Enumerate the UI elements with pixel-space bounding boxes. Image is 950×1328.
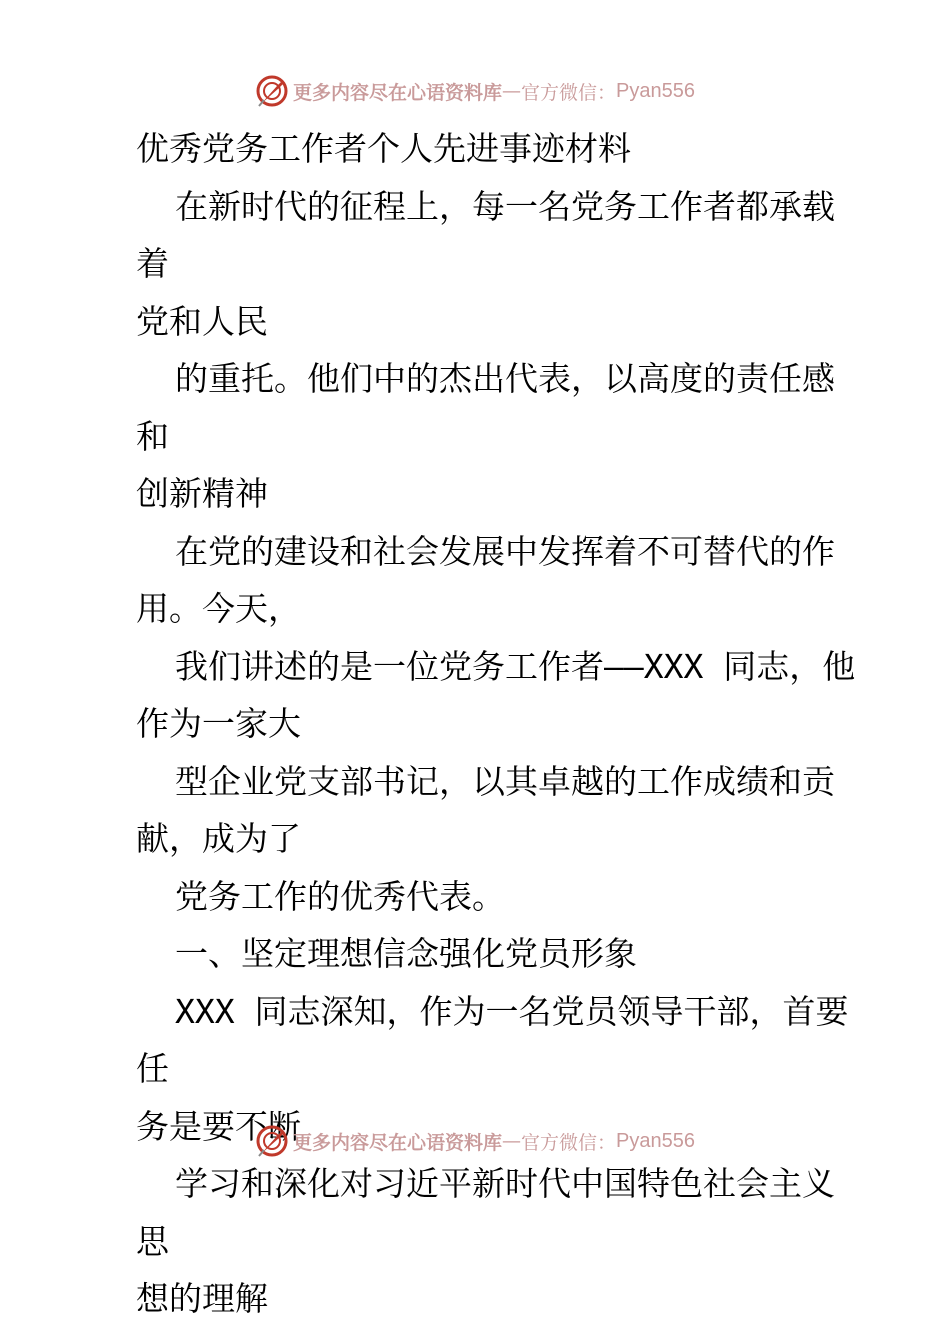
watermark-wechat-id: Pyan556 [616, 79, 695, 102]
text-line: 党务工作的优秀代表。 [175, 876, 505, 916]
text-line: 务是要不断 [136, 1106, 301, 1146]
watermark-main-text: 更多内容尽在心语资料库 [293, 81, 503, 104]
watermark-header [0, 71, 950, 111]
text-line: 我们讲述的是一位党务工作者——XXX 同志，他 [175, 646, 856, 686]
text-line: XXX 同志深知，作为一名党员领导干部，首要任 [136, 991, 849, 1088]
watermark-wechat-label: 官方微信： [521, 1131, 617, 1154]
text-line: 型企业党支部书记，以其卓越的工作成绩和贡 [175, 761, 835, 801]
text-line: 学习和深化对习近平新时代中国特色社会主义思 [136, 1164, 835, 1261]
text-line: 献，成为了 [136, 819, 301, 858]
text-line: 在新时代的征程上，每一名党务工作者都承载着 [136, 186, 835, 283]
text-line: 在党的建设和社会发展中发挥着不可替代的作 [175, 531, 835, 571]
watermark-footer [0, 1121, 950, 1161]
text-line: 党和人民 [136, 301, 268, 341]
watermark-main-text: 更多内容尽在心语资料库 [293, 1131, 503, 1154]
watermark-wechat-label: 官方微信： [521, 81, 617, 104]
watermark-wechat-id: Pyan556 [616, 1129, 695, 1152]
section-heading: 一、坚定理想信念强化党员形象 [175, 934, 637, 973]
quill-logo-icon [255, 1124, 289, 1158]
text-line: 作为一家大 [136, 704, 301, 743]
quill-logo-icon [255, 74, 289, 108]
watermark-dash: — [502, 1130, 522, 1152]
text-line: 想的理解 [136, 1279, 268, 1318]
text-line: 的重托。他们中的杰出代表，以高度的责任感和 [136, 359, 835, 456]
text-line: 创新精神 [136, 474, 268, 513]
document-title: 优秀党务工作者个人先进事迹材料 [136, 129, 631, 168]
text-line: 用。今天， [136, 589, 301, 628]
watermark-dash: — [502, 80, 522, 102]
